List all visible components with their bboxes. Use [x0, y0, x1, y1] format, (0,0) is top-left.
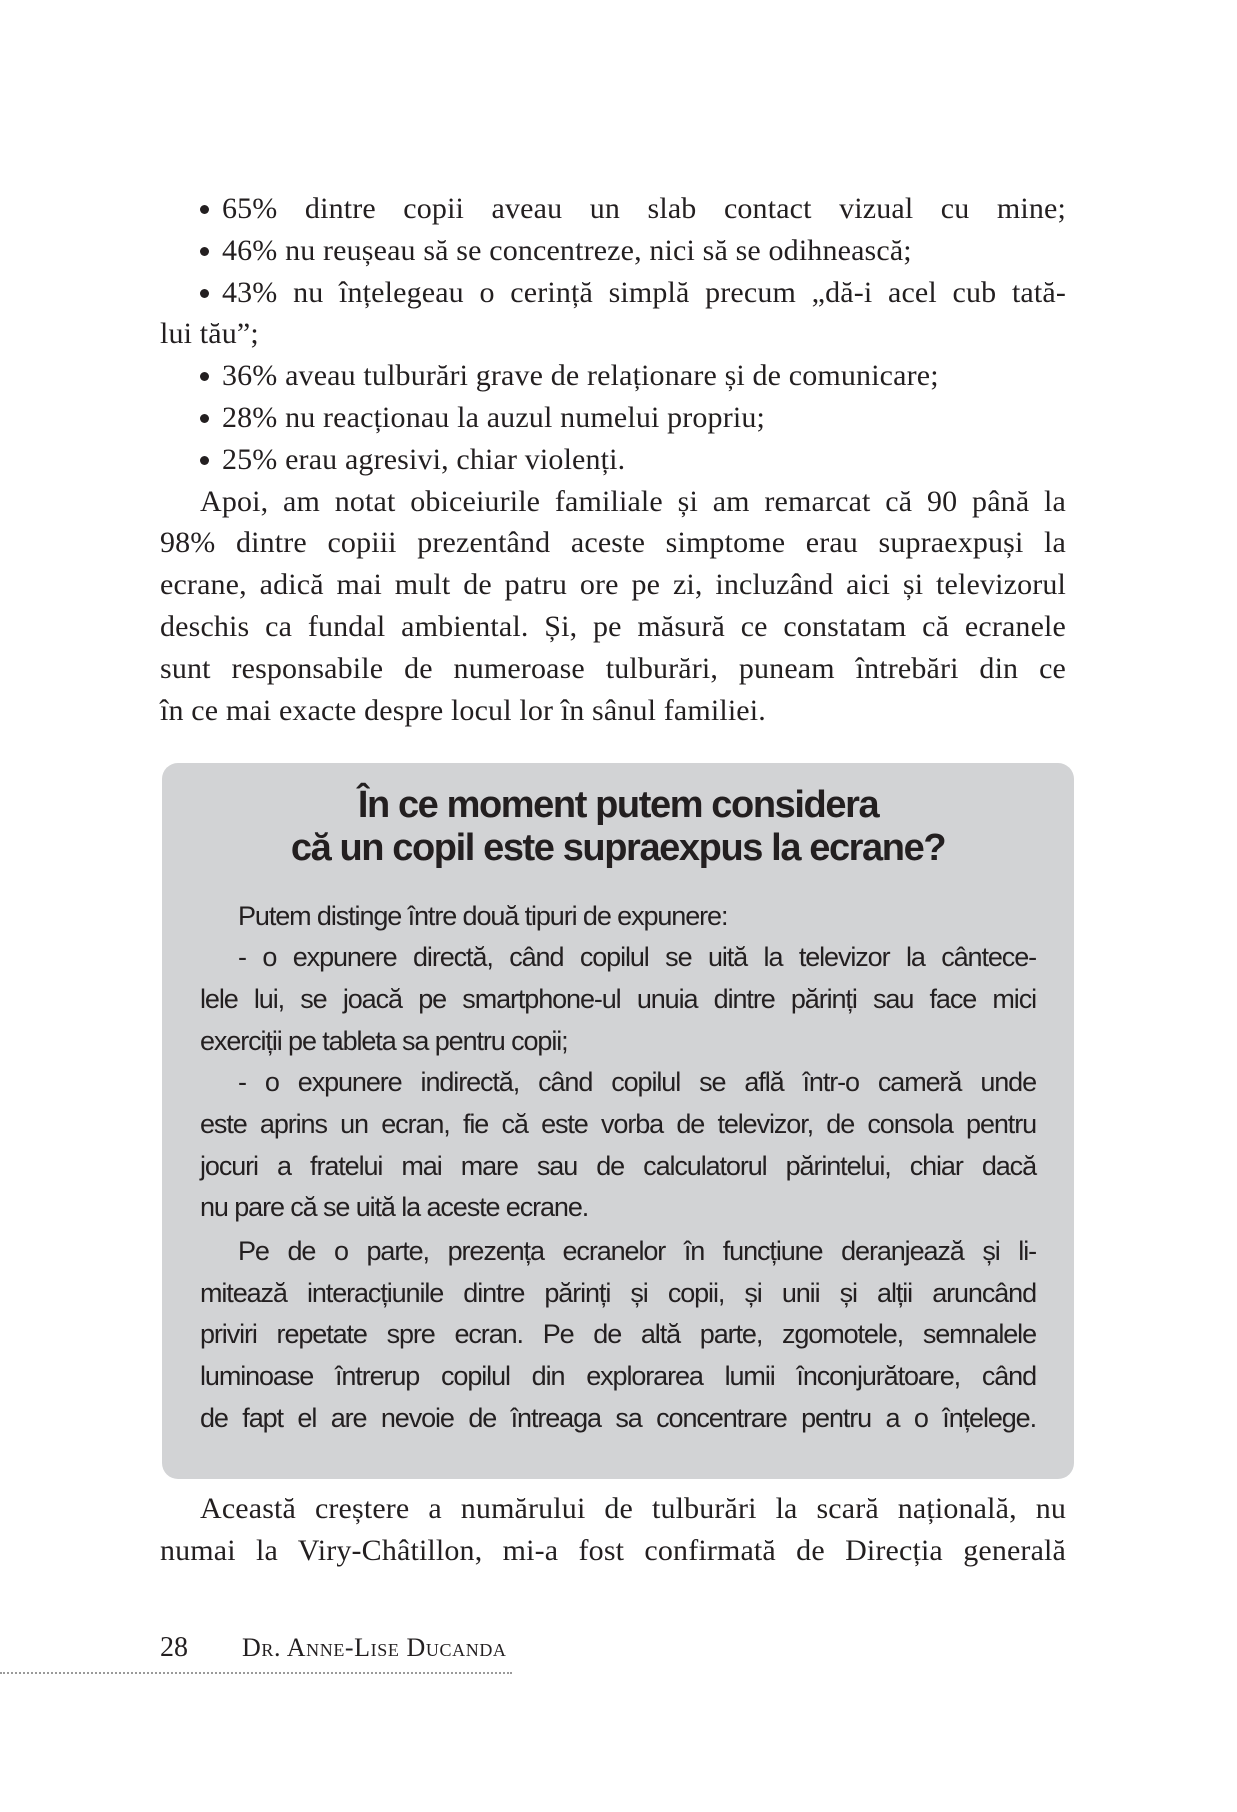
- callout-line: mitează interacțiunile dintre părinți și copii, și unii și alții aruncând: [200, 1278, 1036, 1308]
- callout-line: - o expunere indirectă, când copilul se află într-o cameră unde: [238, 1067, 1036, 1097]
- callout-line: - o expunere directă, când copilul se uită la televizor la cântece-: [238, 942, 1036, 972]
- callout-line: de fapt el are nevoie de întreaga sa concentrare pentru a o înțelege.: [200, 1403, 1036, 1433]
- callout-title-line: că un copil este supraexpus la ecrane?: [290, 827, 946, 869]
- running-footer-author: Dr. Anne-Lise Ducanda: [242, 1633, 507, 1662]
- bullet-text: 25% erau agresivi, chiar violenți.: [222, 443, 626, 476]
- callout-line: jocuri a fratelui mai mare sau de calculatorul părintelui, chiar dacă: [200, 1151, 1036, 1181]
- text-line: 98% dintre copiii prezentând aceste simptome erau supraexpuși la: [160, 526, 1066, 559]
- callout-line: Putem distinge între două tipuri de expunere:: [238, 901, 728, 931]
- bullet-text: 28% nu reacționau la auzul numelui propriu;: [222, 401, 765, 434]
- bullet-icon: [200, 205, 209, 214]
- callout-line: nu pare că se uită la aceste ecrane.: [200, 1192, 589, 1222]
- text-line: sunt responsabile de numeroase tulburări, puneam întrebări din ce: [160, 652, 1066, 685]
- callout-line: luminoase întrerup copilul din explorarea lumii înconjurătoare, când: [200, 1361, 1036, 1391]
- callout-line: exerciții pe tableta sa pentru copii;: [200, 1026, 568, 1056]
- bullet-text: 36% aveau tulburări grave de relaționare și de comunicare;: [222, 359, 939, 392]
- bullet-item: [200, 397, 1066, 439]
- text-line: Această creștere a numărului de tulburări la scară națională, nu: [200, 1492, 1066, 1525]
- callout-line: lele lui, se joacă pe smartphone-ul unuia dintre părinți sau face mici: [200, 984, 1036, 1014]
- text-line: în ce mai exacte despre locul lor în sânul familiei.: [160, 694, 766, 727]
- bullet-text: 46% nu reușeau să se concentreze, nici să se odihnească;: [222, 234, 912, 267]
- callout-line: priviri repetate spre ecran. Pe de altă parte, zgomotele, semnalele: [200, 1319, 1036, 1349]
- footer-dotted-rule: [0, 1672, 512, 1674]
- text-line: deschis ca fundal ambiental. Și, pe măsură ce constatam că ecranele: [160, 610, 1066, 643]
- bullet-item: [200, 272, 1066, 314]
- text-line: Apoi, am notat obiceiurile familiale și am remarcat că 90 până la: [200, 485, 1066, 518]
- callout-line: este aprins un ecran, fie că este vorba de televizor, de consola pentru: [200, 1109, 1036, 1139]
- bullet-item: [200, 355, 1066, 397]
- callout-title-line: În ce moment putem considera: [357, 784, 879, 826]
- bullet-text: 65% dintre copii aveau un slab contact vizual cu mine;: [222, 192, 1066, 225]
- text-line: numai la Viry-Châtillon, mi-a fost confirmată de Direcția generală: [160, 1534, 1066, 1567]
- bullet-text: 43% nu înțelegeau o cerință simplă precum „dă-i acel cub tată-: [222, 276, 1066, 309]
- bullet-item: [200, 439, 1066, 481]
- bullet-icon: [200, 247, 209, 256]
- bullet-item: [200, 230, 1066, 272]
- bullet-icon: [200, 289, 209, 298]
- page-number: 28: [160, 1632, 188, 1663]
- text-line: ecrane, adică mai mult de patru ore pe zi, incluzând aici și televizorul: [160, 568, 1066, 601]
- callout-line: Pe de o parte, prezența ecranelor în funcțiune deranjează și li-: [238, 1236, 1036, 1266]
- bullet-icon: [200, 372, 209, 381]
- bullet-item: [200, 188, 1066, 230]
- bullet-continuation: lui tău”;: [160, 317, 259, 350]
- bullet-icon: [200, 456, 209, 465]
- bullet-icon: [200, 414, 209, 423]
